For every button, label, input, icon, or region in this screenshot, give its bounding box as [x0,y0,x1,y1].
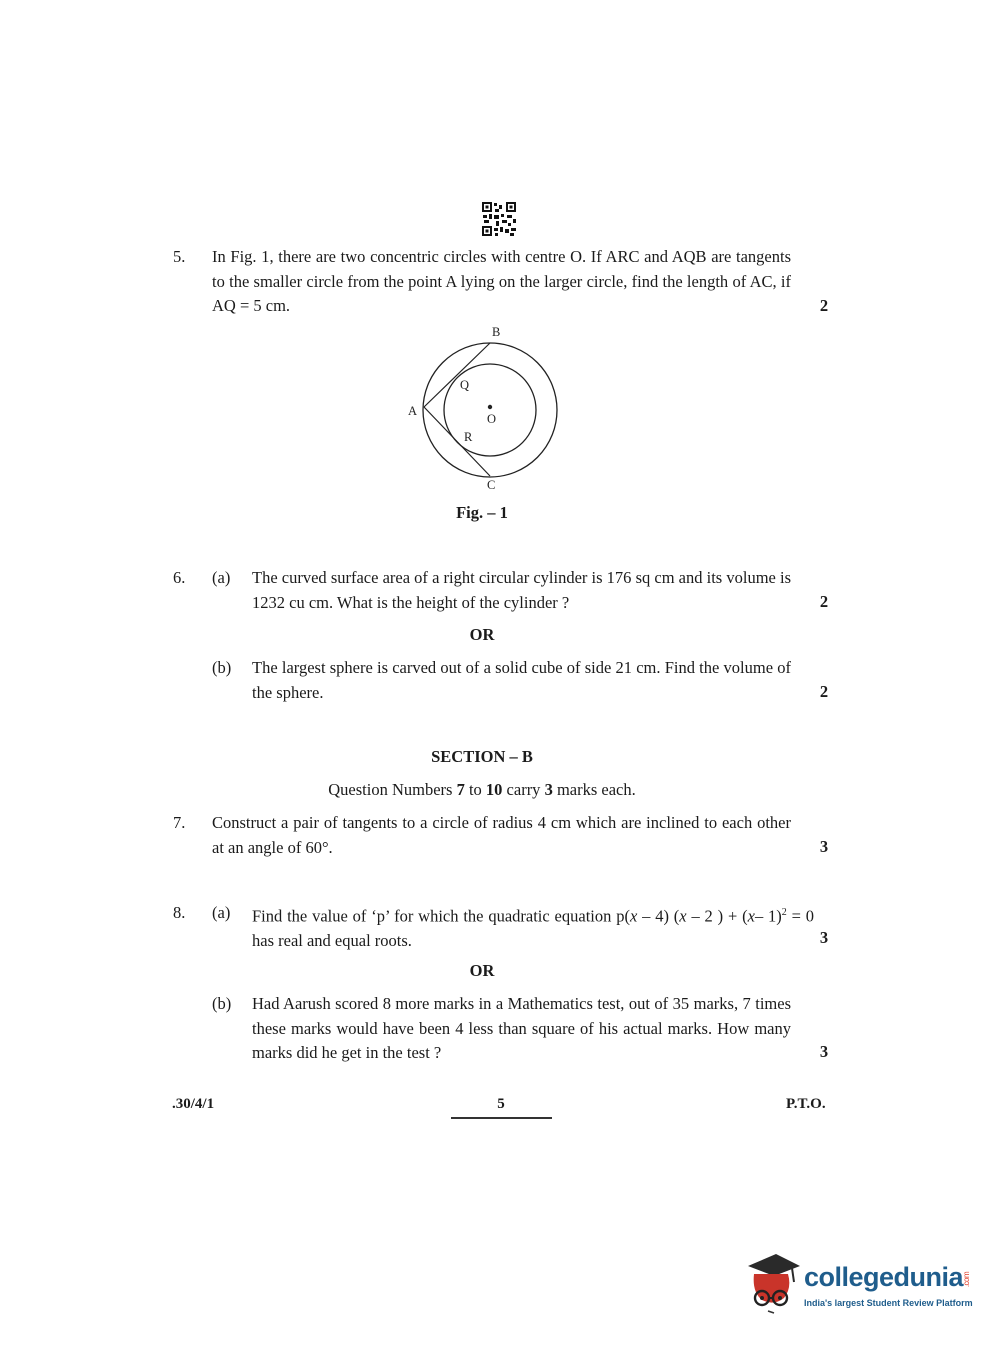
q8-number: 8. [173,903,186,922]
q8a-text: Find the value of ‘p’ for which the quadratic equation p(x – 4) (x – 2 ) + (x– 1)$^2$ = 0 has real and equal roots. [252,906,815,950]
section-b-instruction: Question Numbers 7 to 10 carry 3 marks each. [328,780,636,799]
tangent-AQB [424,343,490,407]
q6-number: 6. [173,568,186,587]
q5-marks: 2 [819,296,829,315]
section-b-title: SECTION – B [431,747,533,766]
brand-name: collegedunia.com [804,1262,972,1292]
brand-suffix: .com [962,1271,972,1288]
q6a-text: The curved surface area of a right circular cylinder is 176 sq cm and its volume is 1232 cu cm. What is the height of the cylinder ? [252,568,791,612]
pto-label: P.T.O. [786,1096,826,1112]
label-B: B [492,325,501,339]
q8b-text: Had Aarush scored 8 more marks in a Mathematics test, out of 35 marks, 7 times these marks would have been 4 less than square of his actual marks. How many marks did he get in the test ? [252,994,791,1062]
q6a-label: (a) [212,568,231,587]
qr-code [481,201,517,237]
label-C: C [487,478,496,492]
q6b-marks: 2 [819,682,829,701]
q6a-marks: 2 [819,592,829,611]
q8-or: OR [469,961,495,980]
q6b-label: (b) [212,658,232,677]
centre-point [488,405,492,409]
label-A: A [408,404,418,418]
figure-caption: Fig. – 1 [456,503,508,522]
tangent-ARC [424,407,490,476]
q7-text: Construct a pair of tangents to a circle of radius 4 cm which are inclined to each other at an angle of 60°. [212,813,791,857]
mascot-icon [742,1248,802,1316]
q6b-text: The largest sphere is carved out of a solid cube of side 21 cm. Find the volume of the sphere. [252,658,791,702]
q5-number: 5. [173,247,186,266]
brand-tagline: India's largest Student Review Platform [804,1298,973,1308]
label-R: R [464,430,473,444]
q7-number: 7. [173,813,186,832]
page-number: 5 [497,1096,505,1112]
q8b-label: (b) [212,994,232,1013]
page-number-underline [451,1117,552,1119]
label-O: O [487,412,497,426]
outer-circle [423,343,557,477]
figure-1 [400,322,570,497]
q8b-marks: 3 [819,1042,829,1061]
q8a-label: (a) [212,903,231,922]
brand-logo [742,1248,982,1320]
q5-text: In Fig. 1, there are two concentric circles with centre O. If ARC and AQB are tangents to the smaller circle from the point A lying on the larger circle, find the length of AC, if AQ = 5 cm. [212,247,791,315]
label-Q: Q [460,378,470,392]
paper-code: .30/4/1 [172,1096,215,1112]
q8a-marks: 3 [819,928,829,947]
q6-or: OR [469,625,495,644]
q7-marks: 3 [819,837,829,856]
